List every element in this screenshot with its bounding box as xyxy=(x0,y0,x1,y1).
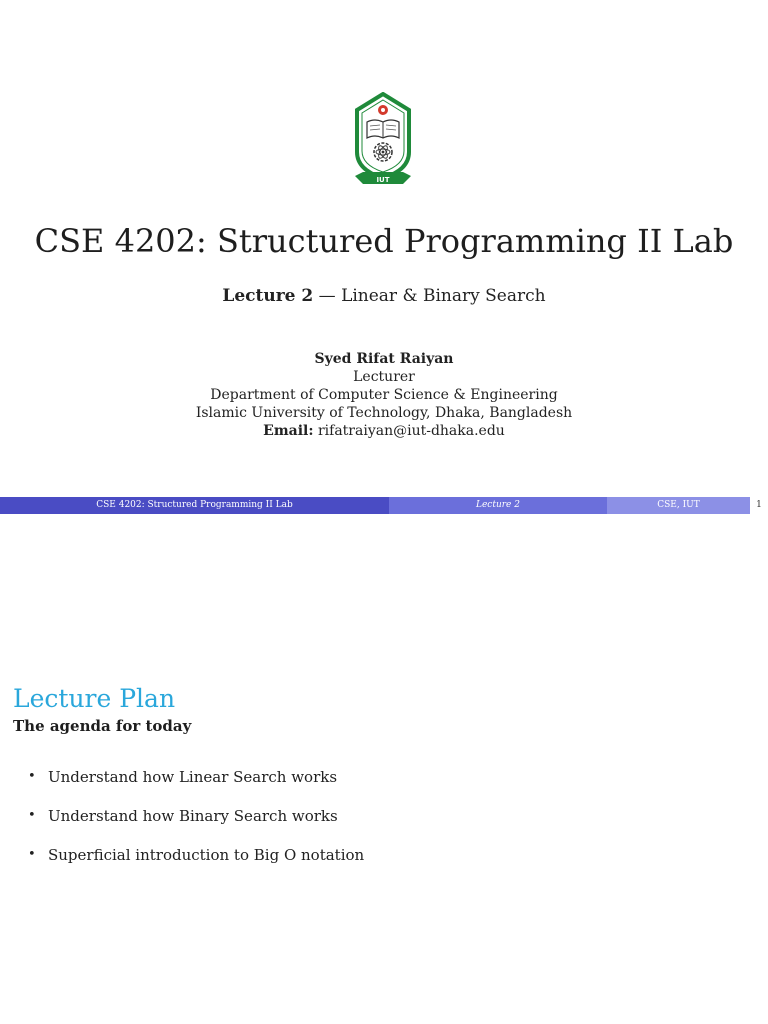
footer-lecture: Lecture 2 xyxy=(389,497,607,514)
email-link[interactable]: rifatraiyan@iut-dhaka.edu xyxy=(317,423,505,439)
lecture-number: Lecture 2 xyxy=(222,286,314,306)
author-name: Syed Rifat Raiyan xyxy=(314,351,454,367)
list-item xyxy=(28,768,364,807)
author-role: Lecturer xyxy=(353,369,415,385)
author-department: Department of Computer Science & Engineering xyxy=(210,387,558,403)
slide-title: CSE 4202: Structured Programming II Lab xyxy=(34,222,734,260)
footer-course: CSE 4202: Structured Programming II Lab xyxy=(0,497,389,514)
author-institution: Islamic University of Technology, Dhaka, Bangladesh xyxy=(195,405,573,421)
agenda-item-text: Understand how Binary Search works xyxy=(48,807,338,825)
list-item xyxy=(28,807,364,846)
author-block xyxy=(0,350,768,440)
footer-org: CSE, IUT xyxy=(607,497,750,514)
list-item xyxy=(28,846,364,885)
slide-subtitle xyxy=(0,286,768,306)
slide-footer xyxy=(0,497,768,514)
lecture-plan-title: Lecture Plan xyxy=(13,684,176,713)
footer-page-number: 1 xyxy=(750,497,768,514)
subtitle-separator: — xyxy=(313,286,342,306)
agenda-item-text: Understand how Linear Search works xyxy=(48,768,338,786)
bullet-icon: • xyxy=(28,808,36,823)
lecture-topic: Linear & Binary Search xyxy=(341,286,546,306)
agenda-list xyxy=(28,768,364,885)
author-email-line xyxy=(0,422,768,440)
svg-text:IUT: IUT xyxy=(376,176,390,184)
lecture-plan-subtitle: The agenda for today xyxy=(13,717,192,735)
bullet-icon: • xyxy=(28,769,36,784)
agenda-item-text: Superficial introduction to Big O notation xyxy=(48,846,365,864)
email-label: Email: xyxy=(263,423,314,439)
lecture-plan-slide xyxy=(0,514,768,1024)
bullet-icon: • xyxy=(28,847,36,862)
iut-crest-logo xyxy=(353,92,413,188)
